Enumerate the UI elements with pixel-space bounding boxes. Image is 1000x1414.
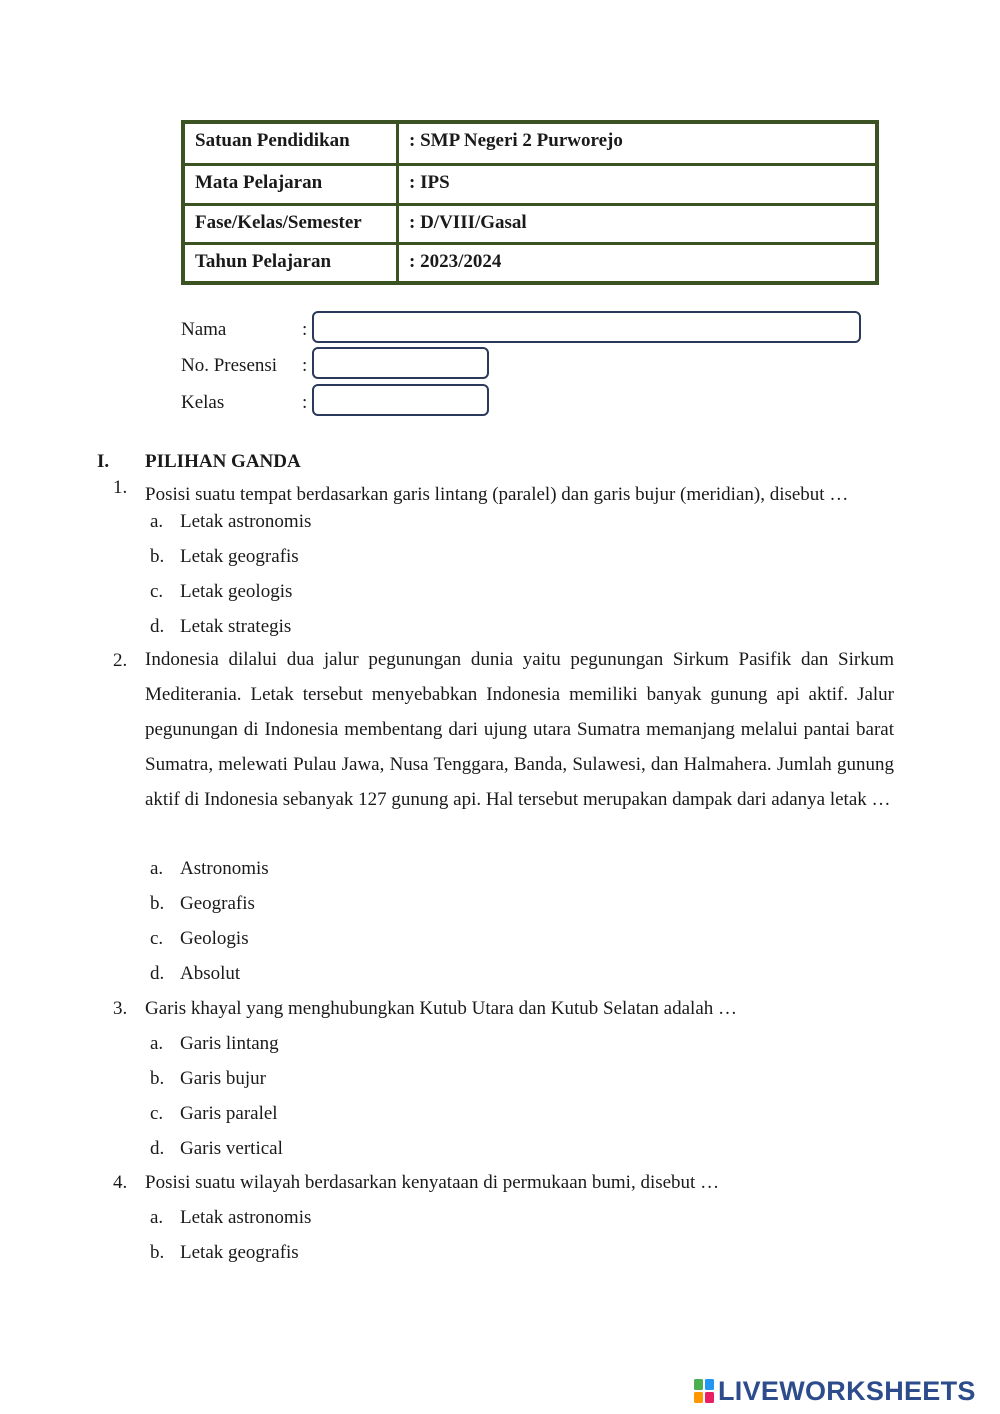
option-text: Letak strategis [180, 616, 292, 637]
section-title: PILIHAN GANDA [145, 451, 301, 472]
name-label: Nama [181, 319, 227, 340]
school-info-table [181, 120, 879, 285]
info-value: : SMP Negeri 2 Purworejo [409, 130, 623, 151]
option-text: Geografis [180, 893, 255, 914]
info-label: Fase/Kelas/Semester [185, 206, 399, 242]
option-text: Garis vertical [180, 1138, 283, 1159]
name-colon: : [302, 319, 308, 340]
presensi-input[interactable] [312, 347, 489, 379]
option-letter: d. [150, 1138, 165, 1159]
option-text: Astronomis [180, 858, 269, 879]
info-row [185, 203, 875, 242]
section-number: I. [97, 451, 110, 472]
option-letter: c. [150, 581, 164, 602]
option-text: Letak geografis [180, 546, 299, 567]
presensi-label: No. Presensi [181, 355, 278, 376]
option-text: Garis lintang [180, 1033, 279, 1054]
liveworksheets-logo [694, 1375, 976, 1407]
option-text: Letak astronomis [180, 511, 312, 532]
option-letter: a. [150, 1207, 164, 1228]
info-row [185, 124, 875, 163]
option-letter: c. [150, 928, 164, 949]
option-text: Letak astronomis [180, 1207, 312, 1228]
info-value: : D/VIII/Gasal [409, 211, 527, 233]
info-row [185, 163, 875, 202]
info-label: Tahun Pelajaran [185, 245, 399, 281]
option-text: Geologis [180, 928, 249, 949]
info-row [185, 242, 875, 281]
question-text: Indonesia dilalui dua jalur pegunungan dunia yaitu pegunungan Sirkum Pasifik dan Sirkum Mediterania. Letak tersebut menyebabkan Indonesia memiliki banyak gunung api aktif. Jalur pegunungan di Indonesia membentang dari ujung utara Sumatra memanjang melalui pantai barat Sumatra, melewati Pulau Jawa, Nusa Tenggara, Banda, Sulawesi, dan Halmahera. Jumlah gunung aktif di Indonesia sebanyak 127 gunung api. Hal tersebut merupakan dampak dari adanya letak … [145, 649, 894, 810]
presensi-colon: : [302, 355, 308, 376]
option-text: Absolut [180, 963, 241, 984]
option-text: Letak geologis [180, 581, 293, 602]
name-input[interactable] [312, 311, 861, 343]
question-number: 4. [113, 1172, 128, 1193]
question-number: 3. [113, 998, 128, 1019]
option-letter: d. [150, 616, 165, 637]
option-letter: a. [150, 1033, 164, 1054]
kelas-label: Kelas [181, 392, 225, 413]
info-label: Mata Pelajaran [185, 166, 399, 202]
option-letter: b. [150, 1242, 165, 1263]
logo-text: LIVEWORKSHEETS [718, 1375, 976, 1406]
option-letter: b. [150, 893, 165, 914]
option-text: Garis paralel [180, 1103, 278, 1124]
option-letter: b. [150, 1068, 165, 1089]
info-value: : IPS [409, 172, 450, 194]
question-number: 2. [113, 650, 128, 671]
info-value: : 2023/2024 [409, 250, 502, 272]
info-label: Satuan Pendidikan [185, 124, 399, 163]
option-text: Garis bujur [180, 1068, 267, 1089]
liveworksheets-mark-icon [694, 1379, 714, 1403]
option-text: Letak geografis [180, 1242, 299, 1263]
option-letter: a. [150, 858, 164, 879]
kelas-input[interactable] [312, 384, 489, 416]
option-letter: b. [150, 546, 165, 567]
question-text: Garis khayal yang menghubungkan Kutub Utara dan Kutub Selatan adalah … [145, 998, 738, 1019]
option-letter: c. [150, 1103, 164, 1124]
question-text: Posisi suatu wilayah berdasarkan kenyataan di permukaan bumi, disebut … [145, 1172, 720, 1193]
question-text: Posisi suatu tempat berdasarkan garis lintang (paralel) dan garis bujur (meridian), disebut … [145, 484, 849, 505]
option-letter: a. [150, 511, 164, 532]
question-number: 1. [113, 477, 128, 498]
option-letter: d. [150, 963, 165, 984]
kelas-colon: : [302, 392, 308, 413]
